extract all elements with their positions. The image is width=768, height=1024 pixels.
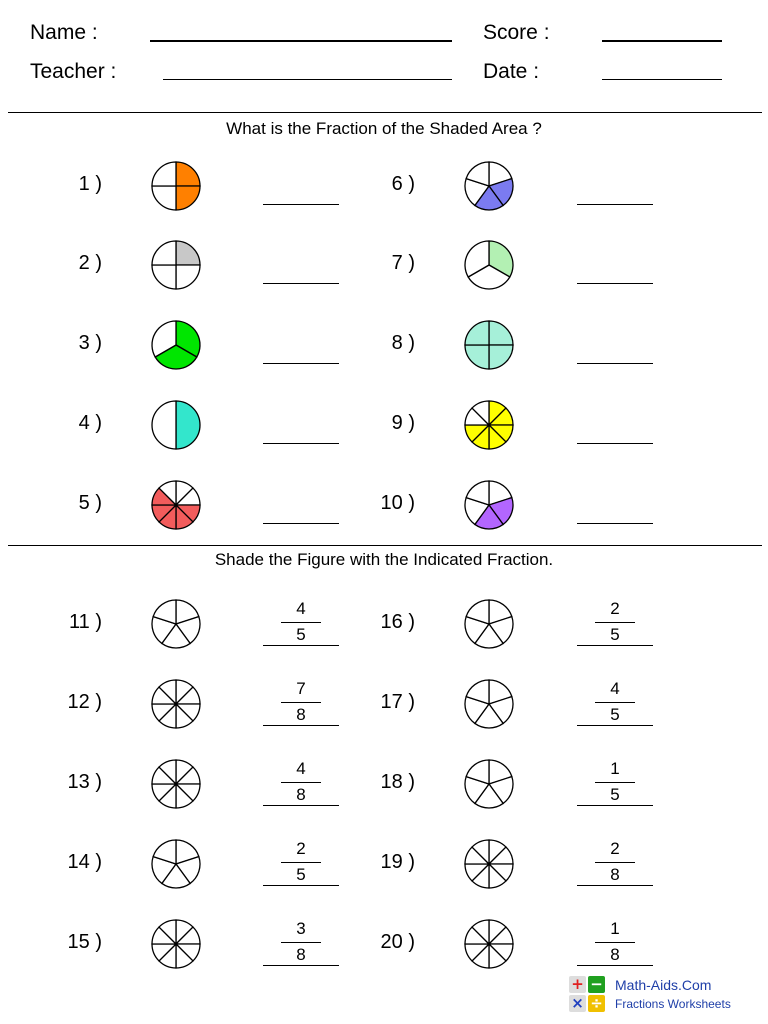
answer-blank[interactable]	[263, 204, 339, 205]
target-fraction	[281, 919, 321, 965]
problem-number: 11 )	[69, 611, 102, 633]
logo-symbol-icon: ×	[569, 995, 586, 1012]
answer-blank[interactable]	[263, 443, 339, 444]
fraction-underline	[577, 965, 653, 966]
fraction-pie	[150, 399, 202, 451]
blank-pie	[463, 598, 515, 650]
fraction-numerator: 4	[595, 679, 635, 703]
fraction-pie	[463, 239, 515, 291]
pie-slice	[152, 265, 176, 289]
target-fraction	[595, 599, 635, 645]
section2-title: Shade the Figure with the Indicated Fraction.	[214, 550, 554, 569]
blank-pie	[463, 678, 515, 730]
target-fraction	[281, 759, 321, 805]
target-fraction	[595, 759, 635, 805]
logo-symbol-icon: −	[588, 976, 605, 993]
answer-blank[interactable]	[577, 283, 653, 284]
site-name: Math-Aids.Com	[615, 977, 712, 993]
problem-number: 20 )	[380, 931, 415, 953]
answer-blank[interactable]	[577, 523, 653, 524]
fraction-underline	[577, 645, 653, 646]
pie-slice	[465, 345, 489, 369]
target-fraction	[595, 679, 635, 725]
answer-blank[interactable]	[577, 363, 653, 364]
blank-pie	[150, 758, 202, 810]
fraction-underline	[263, 645, 339, 646]
fraction-numerator: 1	[595, 759, 635, 783]
target-fraction	[281, 839, 321, 885]
math-aids-logo	[569, 976, 607, 1014]
fraction-numerator: 1	[595, 919, 635, 943]
problem-number: 12 )	[67, 691, 102, 713]
section1-title: What is the Fraction of the Shaded Area ?	[226, 119, 542, 138]
fraction-numerator: 4	[281, 759, 321, 783]
pie-slice	[176, 265, 200, 289]
name-label: Name :	[30, 21, 98, 44]
fraction-pie	[463, 160, 515, 212]
answer-blank[interactable]	[263, 283, 339, 284]
pie-slice	[176, 162, 200, 186]
fraction-underline	[263, 725, 339, 726]
fraction-denominator: 8	[296, 785, 306, 804]
fraction-pie	[150, 479, 202, 531]
problem-number: 18 )	[380, 771, 415, 793]
score-label: Score :	[483, 21, 550, 44]
blank-pie	[463, 918, 515, 970]
fraction-numerator: 2	[595, 599, 635, 623]
name-field[interactable]	[150, 40, 452, 42]
fraction-underline	[577, 725, 653, 726]
problem-number: 10 )	[380, 492, 415, 514]
fraction-denominator: 5	[610, 705, 620, 724]
section-divider	[8, 112, 762, 113]
pie-slice	[489, 345, 513, 369]
section-divider	[8, 545, 762, 546]
pie-slice	[152, 186, 176, 210]
blank-pie	[150, 598, 202, 650]
pie-slice	[152, 162, 176, 186]
fraction-denominator: 8	[610, 945, 620, 964]
target-fraction	[595, 919, 635, 965]
fraction-pie	[463, 319, 515, 371]
pie-slice	[176, 401, 200, 449]
site-subtitle: Fractions Worksheets	[615, 997, 731, 1011]
fraction-denominator: 5	[610, 785, 620, 804]
score-field[interactable]	[602, 40, 722, 42]
problem-number: 17 )	[380, 691, 415, 713]
blank-pie	[150, 918, 202, 970]
blank-pie	[150, 838, 202, 890]
teacher-label: Teacher :	[30, 60, 117, 83]
problem-number: 13 )	[67, 771, 102, 793]
answer-blank[interactable]	[263, 523, 339, 524]
problem-number: 4 )	[78, 412, 102, 434]
answer-blank[interactable]	[263, 363, 339, 364]
fraction-denominator: 8	[296, 705, 306, 724]
fraction-denominator: 8	[296, 945, 306, 964]
fraction-denominator: 5	[296, 865, 306, 884]
fraction-denominator: 8	[610, 865, 620, 884]
answer-blank[interactable]	[577, 204, 653, 205]
teacher-field[interactable]	[163, 79, 452, 80]
problem-number: 19 )	[380, 851, 415, 873]
pie-slice	[176, 241, 200, 265]
problem-number: 9 )	[391, 412, 415, 434]
pie-slice	[152, 241, 176, 265]
problem-number: 1 )	[78, 173, 102, 195]
pie-slice	[465, 321, 489, 345]
target-fraction	[595, 839, 635, 885]
logo-symbol-icon: ÷	[588, 995, 605, 1012]
problem-number: 2 )	[78, 252, 102, 274]
fraction-numerator: 2	[595, 839, 635, 863]
problem-number: 15 )	[67, 931, 102, 953]
blank-pie	[463, 758, 515, 810]
fraction-pie	[150, 319, 202, 371]
fraction-denominator: 5	[610, 625, 620, 644]
pie-slice	[489, 321, 513, 345]
target-fraction	[281, 599, 321, 645]
problem-number: 16 )	[380, 611, 415, 633]
fraction-underline	[577, 885, 653, 886]
fraction-underline	[263, 805, 339, 806]
problem-number: 14 )	[67, 851, 102, 873]
fraction-numerator: 3	[281, 919, 321, 943]
fraction-numerator: 7	[281, 679, 321, 703]
fraction-numerator: 4	[281, 599, 321, 623]
date-label: Date :	[483, 60, 540, 83]
problem-number: 7 )	[391, 252, 415, 274]
problem-number: 6 )	[391, 173, 415, 195]
fraction-pie	[463, 399, 515, 451]
pie-slice	[152, 401, 176, 449]
fraction-underline	[263, 965, 339, 966]
target-fraction	[281, 679, 321, 725]
problem-number: 5 )	[78, 492, 102, 514]
answer-blank[interactable]	[577, 443, 653, 444]
fraction-pie	[150, 239, 202, 291]
problem-number: 8 )	[391, 332, 415, 354]
logo-symbol-icon: +	[569, 976, 586, 993]
blank-pie	[150, 678, 202, 730]
blank-pie	[463, 838, 515, 890]
fraction-pie	[150, 160, 202, 212]
fraction-underline	[577, 805, 653, 806]
problem-number: 3 )	[78, 332, 102, 354]
fraction-denominator: 5	[296, 625, 306, 644]
fraction-pie	[463, 479, 515, 531]
date-field[interactable]	[602, 79, 722, 80]
fraction-numerator: 2	[281, 839, 321, 863]
fraction-underline	[263, 885, 339, 886]
pie-slice	[176, 186, 200, 210]
